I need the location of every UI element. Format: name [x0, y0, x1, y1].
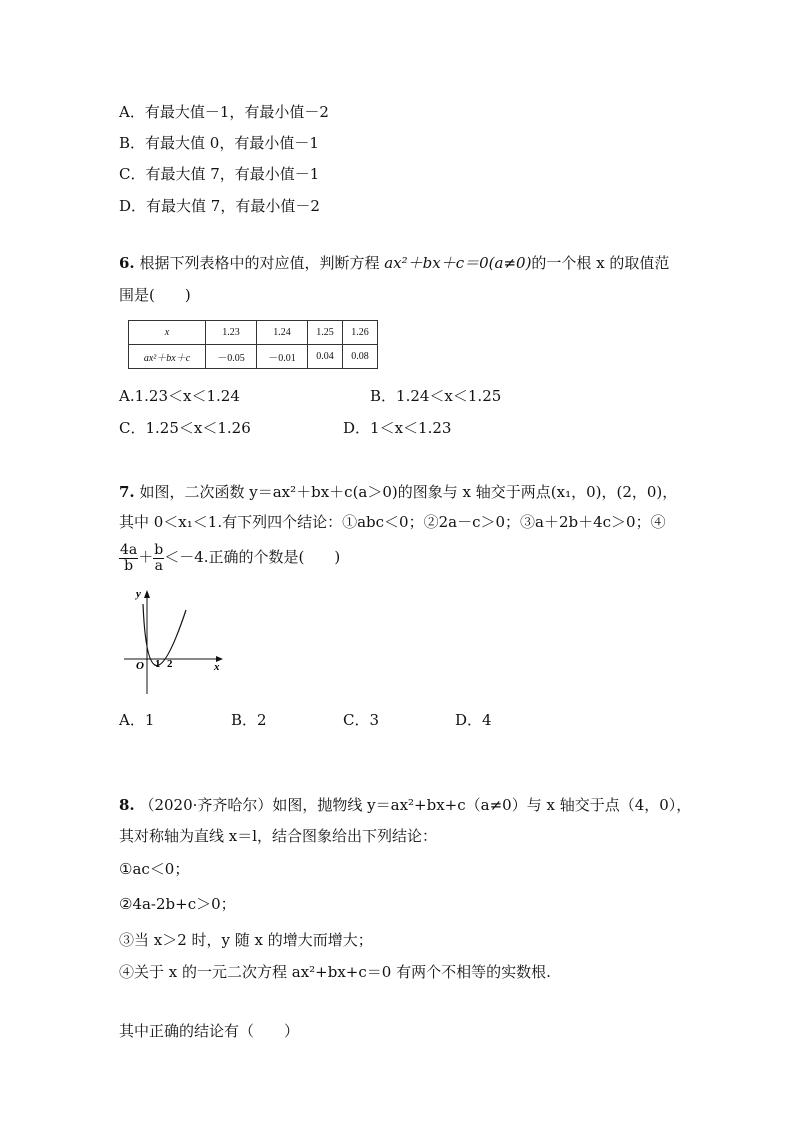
q8-conclusion-1: ①ac＜0；	[119, 860, 190, 878]
q8-stem-line2: 其对称轴为直线 x＝l，结合图象给出下列结论：	[119, 827, 438, 845]
q7-text-line3: ＜－4.正确的个数是( )	[164, 548, 341, 566]
q8-number: 8.	[119, 796, 135, 814]
q5-option-b: B．有最大值 0，有最小值－1	[119, 134, 319, 152]
q8-conclusion-3: ③当 x＞2 时，y 随 x 的增大而增大；	[119, 931, 373, 949]
table-row	[129, 345, 378, 369]
table-cell: 1.26	[343, 321, 378, 345]
q7-option-a: A．1	[119, 711, 155, 729]
table-cell: 0.04	[308, 345, 343, 369]
table-cell: 0.08	[343, 345, 378, 369]
q6-value-table	[128, 320, 378, 369]
q5-option-c: C．有最大值 7，有最小值－1	[119, 165, 320, 183]
q7-option-d: D．4	[455, 711, 492, 729]
q6-text-a: 根据下列表格中的对应值，判断方程	[139, 254, 385, 272]
q8-text-line1: （2020·齐齐哈尔）如图，抛物线 y＝ax²+bx+c（a≠0）与 x 轴交于点（4，0），	[139, 796, 692, 814]
table-cell: 1.24	[257, 321, 308, 345]
q8-conclusion-2: ②4a-2b+c＞0；	[119, 895, 236, 913]
q7-plus: ＋	[138, 548, 154, 566]
q6-option-d: D．1＜x＜1.23	[343, 419, 452, 437]
q8-stem-line1	[119, 795, 691, 815]
table-cell: 1.25	[308, 321, 343, 345]
q6-option-c: C．1.25＜x＜1.26	[119, 419, 251, 437]
q7-option-b: B．2	[231, 711, 267, 729]
q6-option-b: B．1.24＜x＜1.25	[370, 387, 502, 405]
q7-text-line1: 如图，二次函数 y＝ax²＋bx＋c(a＞0)的图象与 x 轴交于两点(x₁，0)，(2，0)，	[139, 483, 678, 501]
q6-option-a: A.1.23＜x＜1.24	[119, 387, 240, 405]
q6-text-b: 的一个根 x 的取值范	[531, 254, 670, 272]
q7-stem-line1	[119, 482, 677, 502]
table-cell: －0.05	[206, 345, 257, 369]
y-arrow-icon	[144, 590, 150, 598]
q8-conclusion-4: ④关于 x 的一元二次方程 ax²+bx+c＝0 有两个不相等的实数根.	[119, 963, 551, 981]
q6-stem-line1	[119, 253, 669, 273]
y-axis-label: y	[136, 588, 141, 600]
table-cell: －0.01	[257, 345, 308, 369]
q7-stem-line3	[119, 542, 340, 574]
x-axis-label: x	[214, 661, 220, 673]
q6-equation: ax²＋bx＋c＝0(a≠0)	[384, 254, 532, 272]
q6-stem-line2: 围是( )	[119, 286, 191, 304]
origin-label: O	[136, 660, 144, 672]
table-cell: 1.23	[206, 321, 257, 345]
table-cell: ax²＋bx＋c	[129, 345, 206, 369]
q7-fraction-4a-b: $\frac{4a}{b}$	[120, 541, 138, 574]
q6-number: 6.	[119, 254, 135, 272]
q8-question: 其中正确的结论有（ ）	[119, 1022, 300, 1040]
q7-fraction-b-a: $\frac{b}{a}$	[154, 541, 164, 574]
q7-stem-line2: 其中 0＜x₁＜1.有下列四个结论：①abc＜0；②2a－c＞0；③a＋2b＋4c＞0；④	[119, 513, 666, 531]
q5-option-d: D．有最大值 7，有最小值－2	[119, 197, 320, 215]
parabola-curve	[143, 604, 186, 666]
x1-tick-label: 1	[155, 658, 161, 670]
table-row	[129, 321, 378, 345]
q7-number: 7.	[119, 483, 135, 501]
x2-tick-label: 2	[167, 658, 173, 670]
table-cell: x	[129, 321, 206, 345]
q7-parabola-graph	[118, 584, 230, 696]
q7-option-c: C．3	[343, 711, 380, 729]
q5-option-a: A．有最大值－1，有最小值－2	[119, 103, 329, 121]
